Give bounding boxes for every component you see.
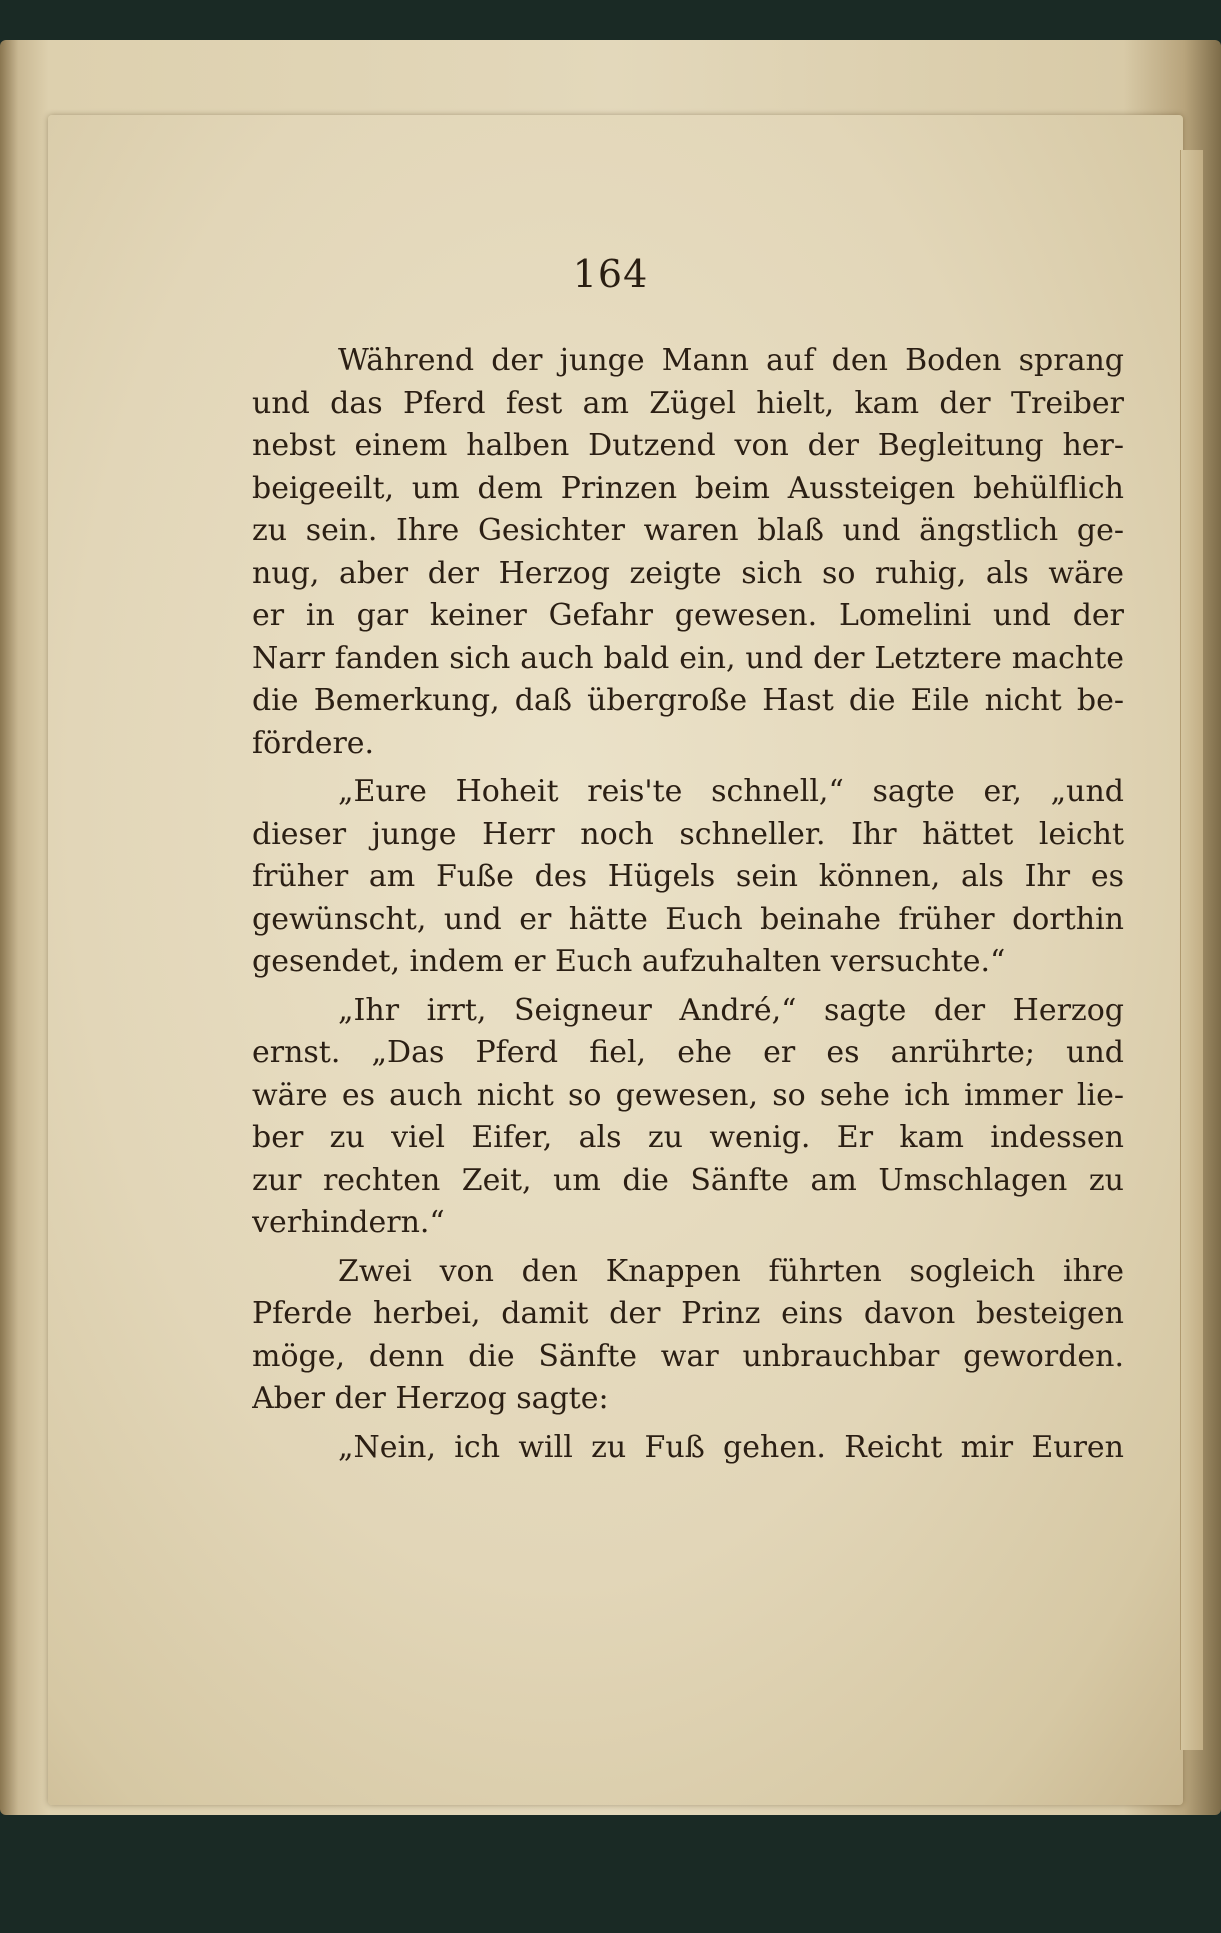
text-line: ernst. „Das Pferd fiel, ehe er es anrührte; und <box>252 1035 1124 1070</box>
page-number: 164 <box>572 252 649 296</box>
text-line: Während der junge Mann auf den Boden sprang <box>338 343 1124 378</box>
paragraph-3 <box>252 990 1124 1245</box>
text-line: nebst einem halben Dutzend von der Begleitung her- <box>252 428 1124 463</box>
text-line: Narr fanden sich auch bald ein, und der Letztere machte <box>252 640 1124 676</box>
text-line: möge, denn die Sänfte war unbrauchbar geworden. <box>252 1338 1124 1374</box>
text-line: und das Pferd fest am Zügel hielt, kam der Treiber <box>252 385 1124 421</box>
text-line: zur rechten Zeit, um die Sänfte am Umschlagen zu <box>252 1162 1124 1198</box>
text-line: die Bemerkung, daß übergroße Hast die Eile nicht be- <box>252 683 1124 718</box>
text-line: „Eure Hoheit reis'te schnell,“ sagte er, „und <box>338 774 1124 809</box>
text-line: fördere. <box>252 725 375 761</box>
text-line: nug, aber der Herzog zeigte sich so ruhig, als wäre <box>252 555 1124 591</box>
text-line: dieser junge Herr noch schneller. Ihr hättet leicht <box>252 816 1124 852</box>
text-line: verhindern.“ <box>252 1205 445 1240</box>
page-text <box>252 340 1124 1475</box>
text-line: Zwei von den Knappen führten sogleich ihre <box>338 1253 1124 1289</box>
page-edge <box>1180 150 1203 1750</box>
text-line: gewünscht, und er hätte Euch beinahe früher dorthin <box>252 901 1124 937</box>
text-line: er in gar keiner Gefahr gewesen. Lomelini und der <box>252 598 1124 633</box>
text-line: gesendet, indem er Euch aufzuhalten versuchte.“ <box>252 944 1006 979</box>
text-line: ber zu viel Eifer, als zu wenig. Er kam indessen <box>252 1120 1124 1155</box>
paragraph-2 <box>252 771 1124 984</box>
paragraph-5 <box>252 1427 1124 1470</box>
text-line: wäre es auch nicht so gewesen, so sehe ich immer lie- <box>252 1077 1124 1113</box>
text-line: früher am Fuße des Hügels sein können, als Ihr es <box>252 859 1124 894</box>
paragraph-1 <box>252 340 1124 765</box>
text-line: „Ihr irrt, Seigneur André,“ sagte der Herzog <box>338 992 1124 1028</box>
text-line: Aber der Herzog sagte: <box>252 1381 609 1416</box>
text-line: Pferde herbei, damit der Prinz eins davon besteigen <box>252 1296 1124 1331</box>
paragraph-4 <box>252 1251 1124 1421</box>
text-line: zu sein. Ihre Gesichter waren blaß und ängstlich ge- <box>252 513 1124 548</box>
text-line: beigeeilt, um dem Prinzen beim Aussteigen behülflich <box>252 470 1124 506</box>
text-line: „Nein, ich will zu Fuß gehen. Reicht mir Euren <box>338 1429 1124 1465</box>
